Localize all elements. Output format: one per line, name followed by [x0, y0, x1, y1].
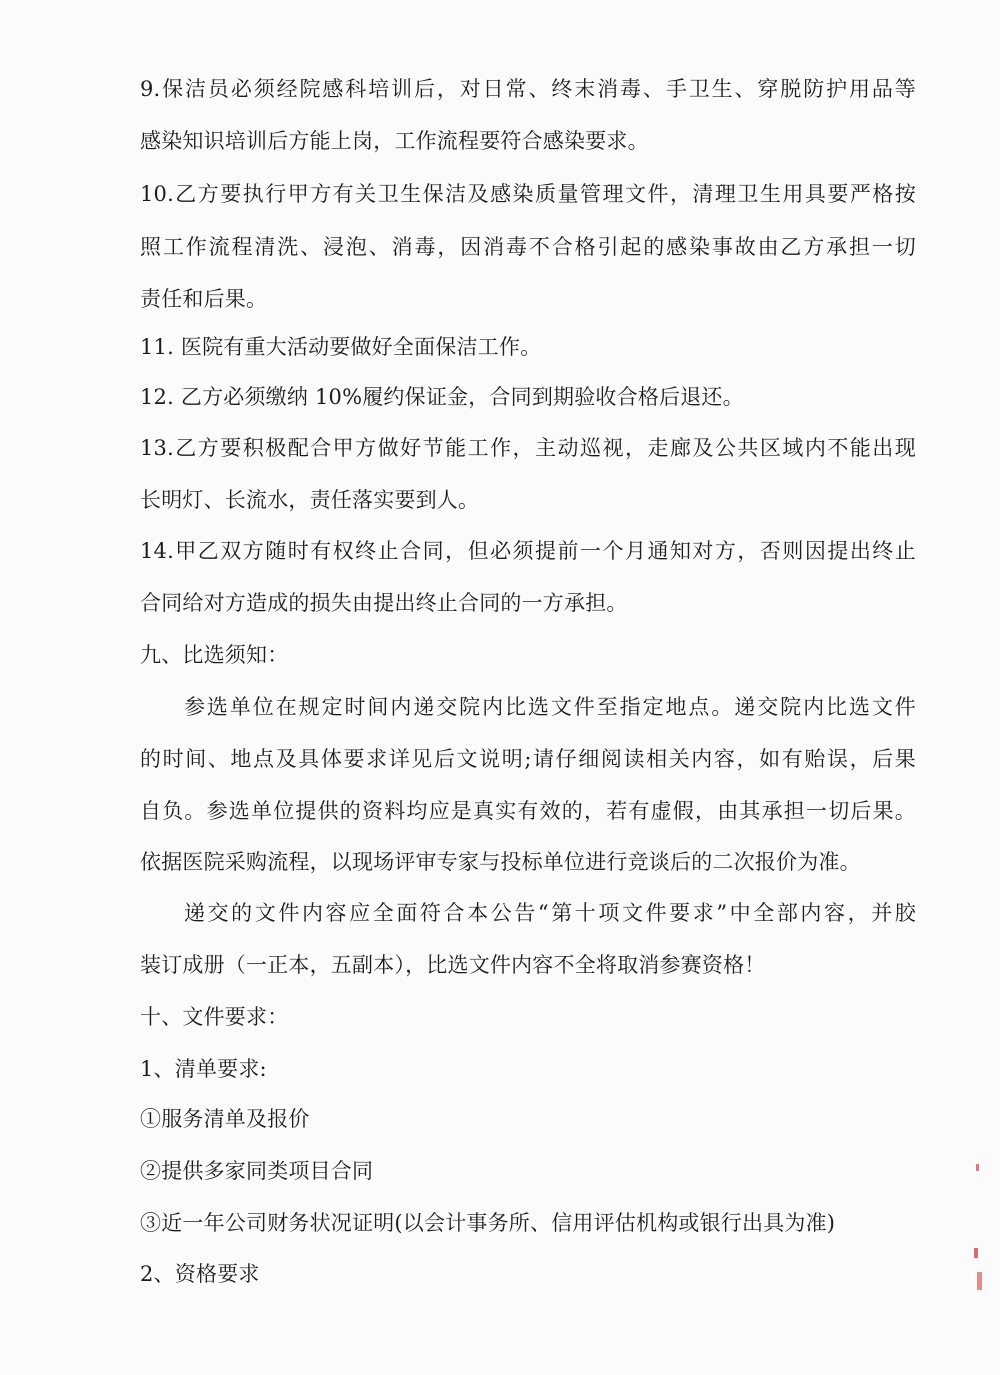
text-line: 9.保洁员必须经院感科培训后，对日常、终末消毒、手卫生、穿脱防护用品等 [140, 77, 916, 101]
text-line: 的时间、地点及具体要求详见后文说明;请仔细阅读相关内容，如有贻误，后果 [140, 747, 916, 771]
text-line: 责任和后果。 [140, 287, 268, 311]
subsection-heading: 1、清单要求: [140, 1057, 267, 1081]
text-line: 长明灯、长流水，责任落实要到人。 [140, 488, 480, 512]
list-item: ③近一年公司财务状况证明(以会计事务所、信用评估机构或银行出具为准) [140, 1211, 836, 1235]
text-line: 递交的文件内容应全面符合本公告“第十项文件要求”中全部内容，并胶 [184, 901, 916, 925]
text-line: 14.甲乙双方随时有权终止合同，但必须提前一个月通知对方，否则因提出终止 [140, 539, 916, 563]
text-line: 装订成册（一正本，五副本），比选文件内容不全将取消参赛资格！ [140, 953, 766, 977]
section-heading: 十、文件要求： [140, 1005, 289, 1029]
text-line: 依据医院采购流程，以现场评审专家与投标单位进行竞谈后的二次报价为准。 [140, 850, 861, 874]
list-item: ①服务清单及报价 [140, 1107, 310, 1131]
text-line: 13.乙方要积极配合甲方做好节能工作，主动巡视，走廊及公共区域内不能出现 [140, 436, 916, 460]
seal-edge-marks [968, 1160, 986, 1300]
text-line: 合同给对方造成的损失由提出终止合同的一方承担。 [140, 591, 628, 615]
section-heading: 九、比选须知： [140, 643, 289, 667]
list-item: ②提供多家同类项目合同 [140, 1159, 374, 1183]
text-line: 照工作流程清洗、浸泡、消毒，因消毒不合格引起的感染事故由乙方承担一切 [140, 235, 916, 259]
text-line: 自负。参选单位提供的资料均应是真实有效的，若有虚假，由其承担一切后果。 [140, 799, 916, 823]
text-line: 10.乙方要执行甲方有关卫生保洁及感染质量管理文件，清理卫生用具要严格按 [140, 182, 916, 206]
text-line: 参选单位在规定时间内递交院内比选文件至指定地点。递交院内比选文件 [184, 695, 916, 719]
text-line: 感染知识培训后方能上岗，工作流程要符合感染要求。 [140, 129, 649, 153]
text-line: 12. 乙方必须缴纳 10%履约保证金，合同到期验收合格后退还。 [140, 385, 744, 409]
subsection-heading: 2、资格要求 [140, 1262, 260, 1286]
text-line: 11. 医院有重大活动要做好全面保洁工作。 [140, 335, 542, 359]
